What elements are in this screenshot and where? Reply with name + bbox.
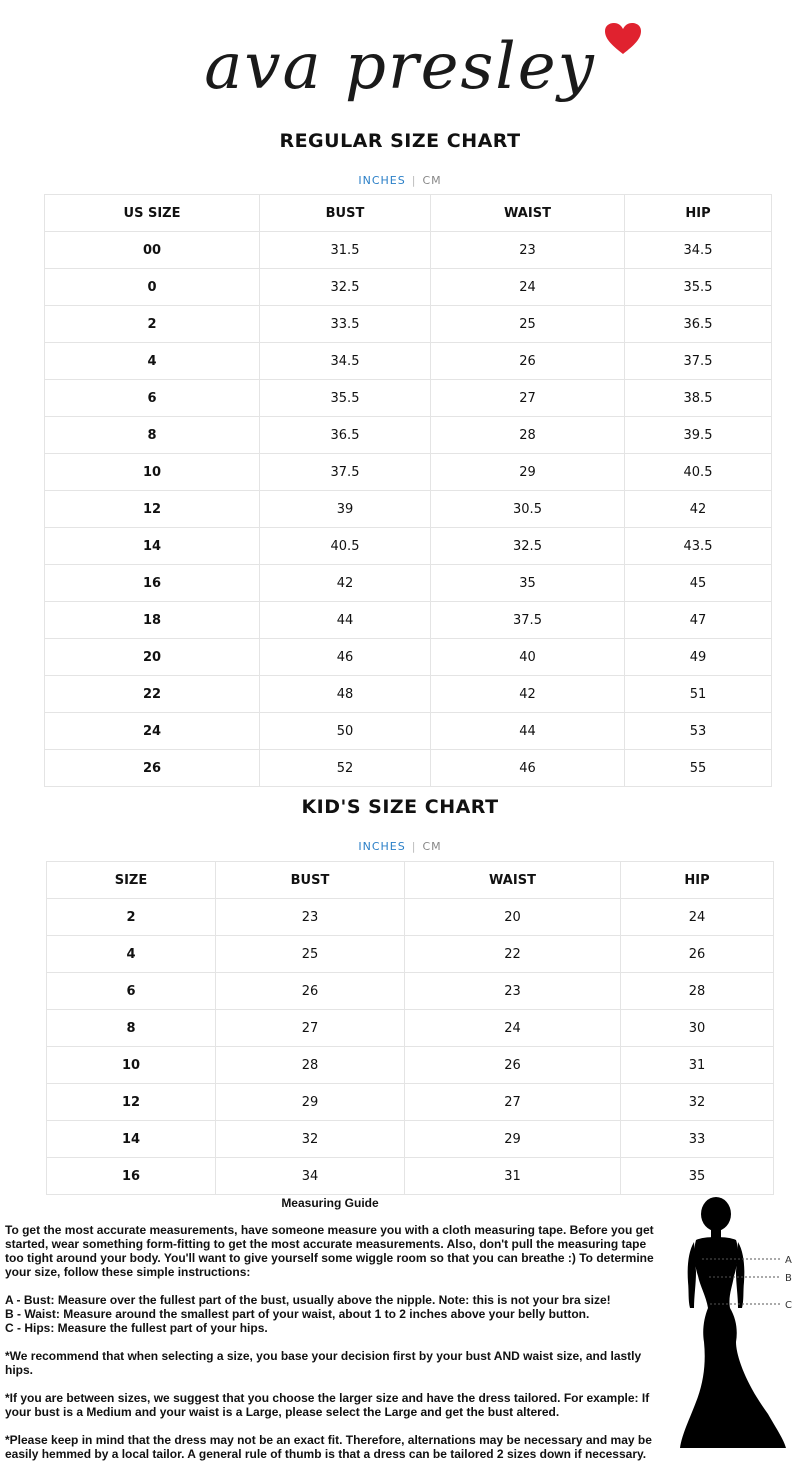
measurement-cell: 49: [625, 639, 772, 676]
measurement-cell: 50: [260, 713, 431, 750]
measurement-cell: 34.5: [625, 232, 772, 269]
measurement-cell: 32.5: [260, 269, 431, 306]
measurement-cell: 25: [216, 936, 405, 973]
size-cell: 16: [47, 1158, 216, 1195]
table-row: [47, 1047, 774, 1084]
unit-separator: |: [411, 174, 417, 187]
table-row: [47, 899, 774, 936]
measurement-cell: 27: [216, 1010, 405, 1047]
measuring-guide-title: Measuring Guide: [281, 1196, 379, 1210]
guide-note-selection: *We recommend that when selecting a size, you base your decision first by your bust AND waist size, and lastly hips.: [5, 1349, 642, 1377]
measurement-cell: 28: [431, 417, 625, 454]
size-cell: 8: [47, 1010, 216, 1047]
measurement-cell: 23: [431, 232, 625, 269]
measurement-cell: 31: [621, 1047, 774, 1084]
size-cell: 2: [45, 306, 260, 343]
size-cell: 20: [45, 639, 260, 676]
guide-intro: To get the most accurate measurements, have someone measure you with a cloth measuring tape. Before you get started, wear something form-fitting to get the most accurate measurements. Also, don't pull the measuring tape too tight around your body. You'll want to give yourself some wiggle room so that you can breathe :) To determine your size, follow these simple instructions:: [5, 1223, 654, 1279]
measurement-cell: 29: [431, 454, 625, 491]
table-row: [47, 1084, 774, 1121]
table-row: [47, 1158, 774, 1195]
measurement-cell: 33: [621, 1121, 774, 1158]
table-row: [45, 491, 772, 528]
table-row: [45, 417, 772, 454]
measurement-cell: 44: [260, 602, 431, 639]
measurement-cell: 52: [260, 750, 431, 787]
regular-chart-title: REGULAR SIZE CHART: [279, 130, 521, 152]
guide-step-bust: A - Bust: Measure over the fullest part of the bust, usually above the nipple. Note: this is not your bra size!: [5, 1293, 611, 1307]
guide-note-fit: *Please keep in mind that the dress may not be an exact fit. Therefore, alternations may be necessary and may be easily hemmed by a local tailor. A general rule of thumb is that a dress can be tailored 2 sizes down if necessary.: [5, 1433, 652, 1461]
measurement-cell: 47: [625, 602, 772, 639]
measurement-cell: 31.5: [260, 232, 431, 269]
size-cell: 6: [45, 380, 260, 417]
size-cell: 16: [45, 565, 260, 602]
marker-a-label: A: [785, 1255, 792, 1266]
table-row: [47, 1121, 774, 1158]
measurement-cell: 27: [405, 1084, 621, 1121]
size-cell: 12: [47, 1084, 216, 1121]
measurement-cell: 34: [216, 1158, 405, 1195]
measurement-cell: 35: [431, 565, 625, 602]
size-cell: 14: [47, 1121, 216, 1158]
table-row: [45, 232, 772, 269]
table-row: [45, 343, 772, 380]
size-cell: 12: [45, 491, 260, 528]
measurement-cell: 48: [260, 676, 431, 713]
measurement-cell: 27: [431, 380, 625, 417]
measurement-cell: 39: [260, 491, 431, 528]
measurement-cell: 26: [431, 343, 625, 380]
size-cell: 0: [45, 269, 260, 306]
measurement-cell: 30.5: [431, 491, 625, 528]
guide-note-between-sizes: *If you are between sizes, we suggest that you choose the larger size and have the dress tailored. For example: If your bust is a Medium and your waist is a Large, please select the Large and get the bust altered.: [5, 1391, 650, 1419]
measurement-cell: 51: [625, 676, 772, 713]
measurement-cell: 37.5: [431, 602, 625, 639]
regular-unit-toggle: [0, 174, 800, 187]
size-cell: 10: [47, 1047, 216, 1084]
body-silhouette-diagram: [676, 1196, 796, 1451]
measurement-cell: 39.5: [625, 417, 772, 454]
measurement-cell: 35.5: [260, 380, 431, 417]
size-cell: 00: [45, 232, 260, 269]
table-row: [47, 936, 774, 973]
measurement-cell: 46: [431, 750, 625, 787]
heart-icon: [604, 22, 642, 56]
regular-inches-tab[interactable]: INCHES: [358, 174, 406, 187]
measurement-cell: 40.5: [625, 454, 772, 491]
table-header-row: [47, 862, 774, 899]
size-cell: 8: [45, 417, 260, 454]
measurement-cell: 31: [405, 1158, 621, 1195]
measurement-cell: 43.5: [625, 528, 772, 565]
table-row: [45, 750, 772, 787]
table-row: [45, 269, 772, 306]
measurement-cell: 42: [431, 676, 625, 713]
measurement-cell: 44: [431, 713, 625, 750]
measurement-cell: 28: [621, 973, 774, 1010]
measurement-cell: 20: [405, 899, 621, 936]
table-row: [45, 713, 772, 750]
measurement-cell: 33.5: [260, 306, 431, 343]
measurement-cell: 24: [431, 269, 625, 306]
size-cell: 14: [45, 528, 260, 565]
measurement-cell: 25: [431, 306, 625, 343]
brand-logo: [0, 8, 800, 120]
size-cell: 24: [45, 713, 260, 750]
measurement-cell: 55: [625, 750, 772, 787]
measurement-cell: 32: [216, 1121, 405, 1158]
measurement-cell: 35: [621, 1158, 774, 1195]
measurement-cell: 53: [625, 713, 772, 750]
measurement-cell: 40: [431, 639, 625, 676]
column-header: HIP: [625, 195, 772, 232]
measurement-cell: 46: [260, 639, 431, 676]
table-row: [45, 639, 772, 676]
column-header: SIZE: [47, 862, 216, 899]
measurement-cell: 34.5: [260, 343, 431, 380]
measurement-cell: 26: [216, 973, 405, 1010]
measurement-cell: 42: [260, 565, 431, 602]
column-header: WAIST: [405, 862, 621, 899]
column-header: BUST: [260, 195, 431, 232]
kids-chart-title: KID'S SIZE CHART: [301, 796, 499, 818]
measurement-cell: 30: [621, 1010, 774, 1047]
table-row: [45, 528, 772, 565]
measurement-cell: 37.5: [625, 343, 772, 380]
measurement-cell: 28: [216, 1047, 405, 1084]
measurement-cell: 24: [405, 1010, 621, 1047]
size-cell: 18: [45, 602, 260, 639]
kids-cm-tab[interactable]: CM: [422, 840, 442, 853]
measurement-cell: 32: [621, 1084, 774, 1121]
size-cell: 10: [45, 454, 260, 491]
measurement-cell: 23: [405, 973, 621, 1010]
measurement-cell: 24: [621, 899, 774, 936]
table-header-row: [45, 195, 772, 232]
measurement-cell: 32.5: [431, 528, 625, 565]
marker-c-label: C: [785, 1300, 792, 1311]
table-row: [47, 1010, 774, 1047]
table-row: [47, 973, 774, 1010]
guide-step-waist: B - Waist: Measure around the smallest part of your waist, about 1 to 2 inches above your belly button.: [5, 1307, 590, 1321]
kids-unit-toggle: [0, 840, 800, 853]
table-row: [45, 454, 772, 491]
size-cell: 26: [45, 750, 260, 787]
size-cell: 6: [47, 973, 216, 1010]
table-row: [45, 565, 772, 602]
column-header: BUST: [216, 862, 405, 899]
regular-size-table: [44, 194, 772, 787]
measurement-cell: 38.5: [625, 380, 772, 417]
table-row: [45, 380, 772, 417]
column-header: US SIZE: [45, 195, 260, 232]
measurement-cell: 23: [216, 899, 405, 936]
regular-cm-tab[interactable]: CM: [422, 174, 442, 187]
measurement-cell: 26: [621, 936, 774, 973]
measurement-cell: 45: [625, 565, 772, 602]
measurement-cell: 22: [405, 936, 621, 973]
measurement-cell: 35.5: [625, 269, 772, 306]
brand-logo-text: ava presley: [204, 30, 596, 104]
measurement-cell: 40.5: [260, 528, 431, 565]
size-cell: 22: [45, 676, 260, 713]
measurement-cell: 37.5: [260, 454, 431, 491]
table-row: [45, 602, 772, 639]
kids-size-table: [46, 861, 774, 1195]
guide-step-hips: C - Hips: Measure the fullest part of your hips.: [5, 1321, 268, 1335]
measurement-cell: 36.5: [260, 417, 431, 454]
kids-inches-tab[interactable]: INCHES: [358, 840, 406, 853]
unit-separator: |: [411, 840, 417, 853]
size-cell: 4: [47, 936, 216, 973]
column-header: HIP: [621, 862, 774, 899]
table-row: [45, 306, 772, 343]
measurement-cell: 42: [625, 491, 772, 528]
measurement-cell: 26: [405, 1047, 621, 1084]
column-header: WAIST: [431, 195, 625, 232]
measurement-cell: 29: [405, 1121, 621, 1158]
measurement-cell: 36.5: [625, 306, 772, 343]
size-cell: 4: [45, 343, 260, 380]
marker-b-label: B: [785, 1273, 792, 1284]
table-row: [45, 676, 772, 713]
measurement-cell: 29: [216, 1084, 405, 1121]
size-cell: 2: [47, 899, 216, 936]
measuring-guide-text: [5, 1223, 655, 1475]
